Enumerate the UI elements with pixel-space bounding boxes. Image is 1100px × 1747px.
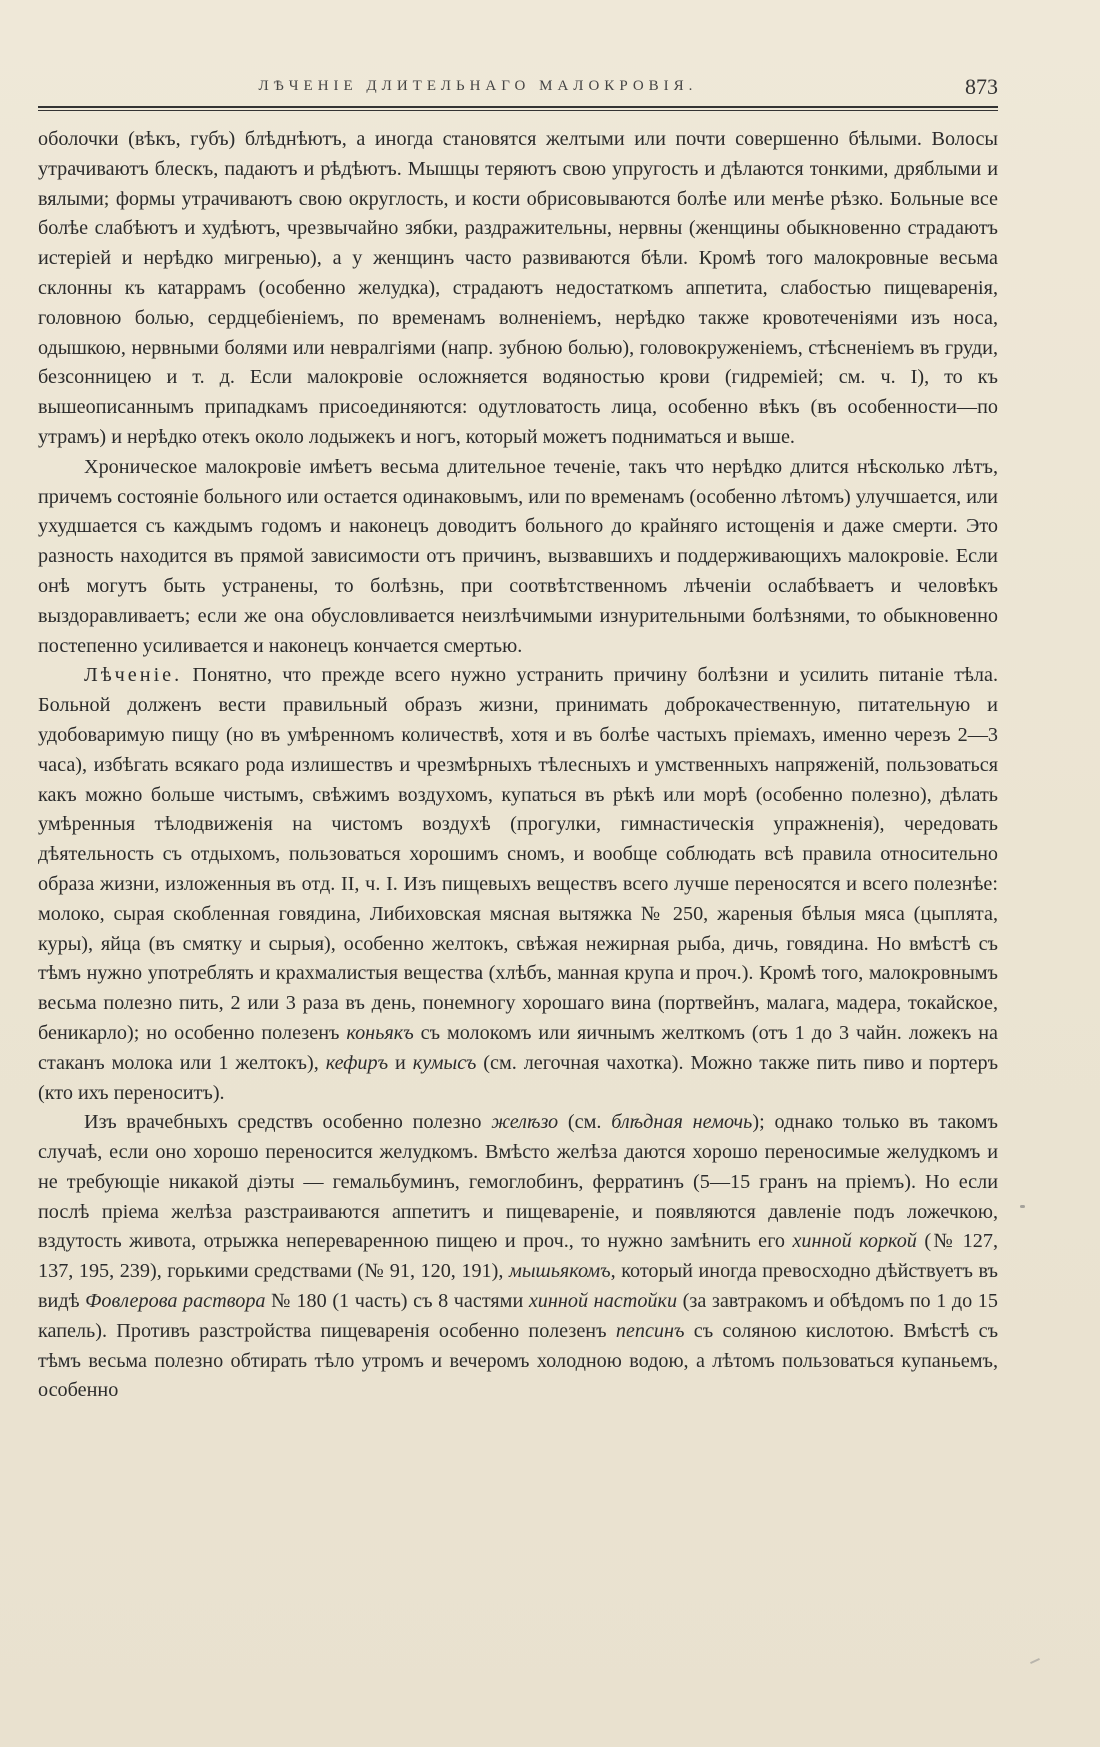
- remedies-text-1: Изъ врачебныхъ средствъ особенно полезно: [84, 1111, 492, 1134]
- remedies-text-8: съ соляною кислотою. Вмѣстѣ съ тѣмъ весьма полезно обтирать тѣло утромъ и вечеромъ холодною водою, а лѣтомъ пользоваться купаньемъ, особенно: [38, 1319, 999, 1402]
- page-number: 873: [965, 74, 998, 99]
- term-kumys: кумысъ: [412, 1051, 477, 1074]
- header-rule: [38, 106, 998, 111]
- paragraph-course: Хроническое малокровіе имѣетъ весьма длительное теченіе, такъ что нерѣдко длится нѣсколько лѣтъ, причемъ состояніе больного или остается одинаковымъ, или по временамъ (особенно лѣтомъ) улучшается, или ухудшается съ каждымъ годомъ и наконецъ доводитъ больного до крайняго истощенія и даже смерти. Это разность находится въ прямой зависимости отъ причинъ, вызвавшихъ и поддерживающихъ малокровіе. Если онѣ могутъ быть устранены, то болѣзнь, при соотвѣтственномъ лѣченіи ослабѣваетъ и человѣкъ выздоравливаетъ; если же она обусловливается неизлѣчимыми изнурительными болѣзнями, то обыкновенно постепенно усиливается и наконецъ кончается смертью.: [38, 455, 998, 657]
- paragraph-remedies: [38, 1108, 998, 1406]
- term-pepsin: пепсинъ: [615, 1319, 685, 1342]
- term-cinchona-bark: хинной коркой: [792, 1230, 917, 1253]
- remedies-text-5: , который иногда превосходно дѣйствуетъ въ видѣ: [38, 1260, 998, 1313]
- treatment-text-3: и: [388, 1051, 413, 1074]
- remedies-text-3: ); однако только въ такомъ случаѣ, если оно хорошо переносится желудкомъ. Вмѣсто желѣза даются хорошо переносимые желудкомъ и не требующіе никакой діэты — гемальбуминъ, гемоглобинъ, ферратинъ (5—15 гранъ на пріемъ). Но если послѣ пріема желѣза разстраиваются аппетитъ и пищевареніе, и появляются давленіе подъ ложечкою, вздутость живота, отрыжка непереваренною пищею и проч., то нужно замѣнить его: [38, 1111, 998, 1253]
- remedies-text-7: (за завтракомъ и обѣдомъ по 1 до 15 капель). Противъ разстройства пищеваренія особенно полезенъ: [38, 1290, 998, 1342]
- remedies-text-4: (№ 127, 137, 195, 239), горькими средствами (№ 91, 120, 191),: [38, 1230, 998, 1283]
- remedies-text-2: (см.: [558, 1111, 612, 1134]
- term-cinchona-tincture: хинной настойки: [528, 1290, 678, 1313]
- paragraph-treatment: [38, 661, 998, 1108]
- paragraph-symptoms: оболочки (вѣкъ, губъ) блѣднѣютъ, а иногда становятся желтыми или почти совершенно бѣлыми. Волосы утрачиваютъ блескъ, падаютъ и рѣдѣютъ. Мышцы теряютъ свою упругость и дѣлаются тонкими, дряблыми и вялыми; формы утрачиваютъ свою округлость, и кости обрисовываются болѣе или менѣе рѣзко. Больные все болѣе слабѣютъ и худѣютъ, чрезвычайно зябки, раздражительны, нервны (женщины обыкновенно страдаютъ истеріей и нерѣдко мигренью), а у женщинъ часто развиваются бѣли. Кромѣ того малокровные весьма склонны къ катаррамъ (особенно желудка), страдаютъ недостаткомъ аппетита, слабостью пищеваренія, головною болью, сердцебіеніемъ, по временамъ волненіемъ, нерѣдко также кровотеченіями изъ носа, одышкою, нервными болями или невралгіями (напр. зубною болью), головокруженіемъ, стѣсненіемъ въ груди, безсонницею и т. д. Если малокровіе осложняется водяностью крови (гидреміей; см. ч. I), то къ вышеописаннымъ припадкамъ присоединяются: одутловатость лица, особенно вѣкъ (въ особенности—по утрамъ) и нерѣдко отекъ около лодыжекъ и ногъ, который можетъ подниматься и выше.: [38, 128, 998, 448]
- treatment-text-2: съ молокомъ или яичнымъ желткомъ (отъ 1 до 3 чайн. ложекъ на стаканъ молока или 1 желтокъ),: [38, 1021, 998, 1074]
- paper-speck: [1020, 1205, 1025, 1208]
- treatment-text-4: (см. легочная чахотка). Можно также пить пиво и портеръ (кто ихъ переноситъ).: [38, 1051, 999, 1104]
- term-kefir: кефиръ: [325, 1051, 389, 1074]
- term-fowler-solution: Фовлерова раствора: [85, 1290, 266, 1313]
- term-chlorosis: блѣдная немочь: [611, 1111, 753, 1134]
- treatment-heading: Лѣченіе.: [84, 664, 183, 687]
- term-cognac: коньякъ: [346, 1021, 414, 1044]
- treatment-text: Понятно, что прежде всего нужно устранить причину болѣзни и усилить питаніе тѣла. Больной долженъ вести правильный образъ жизни, принимать доброкачественную, питательную и удобоваримую пищу (но въ умѣренномъ количествѣ, хотя и въ болѣе частыхъ пріемахъ, именно черезъ 2—3 часа), избѣгать всякаго рода излишествъ и чрезмѣрныхъ тѣлесныхъ и умственныхъ напряженій, пользоваться какъ можно больше чистымъ, свѣжимъ воздухомъ, купаться въ рѣкѣ или морѣ (особенно полезно), дѣлать умѣренныя тѣлодвиженія на чистомъ воздухѣ (прогулки, гимнастическія упражненія), чередовать дѣятельность съ отдыхомъ, пользоваться хорошимъ сномъ, и вообще соблюдать всѣ правила относительно образа жизни, изложенныя въ отд. II, ч. I. Изъ пищевыхъ веществъ всего лучше переносятся и всего полезнѣе: молоко, сырая скобленная говядина, Либиховская мясная вытяжка № 250, жареныя бѣлыя мяса (цыплята, куры), яйца (въ смятку и сырыя), особенно желтокъ, свѣжая нежирная рыба, дичь, говядина. Но вмѣстѣ съ тѣмъ нужно употреблять и крахмалистыя вещества (хлѣбъ, манная крупа и проч.). Кромѣ того, малокровнымъ весьма полезно пить, 2 или 3 раза въ день, понемногу хорошаго вина (портвейнъ, малага, мадера, токайское, беникарло); но особенно полезенъ: [38, 664, 998, 1044]
- term-iron: желѣзо: [491, 1111, 559, 1134]
- running-title: ЛѢЧЕНІЕ ДЛИТЕЛЬНАГО МАЛОКРОВІЯ.: [258, 78, 698, 94]
- body-text: [38, 125, 998, 1406]
- page-header: [38, 72, 998, 106]
- term-arsenic: мышьякомъ: [508, 1260, 611, 1283]
- remedies-text-6: № 180 (1 часть) съ 8 частями: [265, 1290, 529, 1313]
- paper-speck: [1030, 1658, 1040, 1664]
